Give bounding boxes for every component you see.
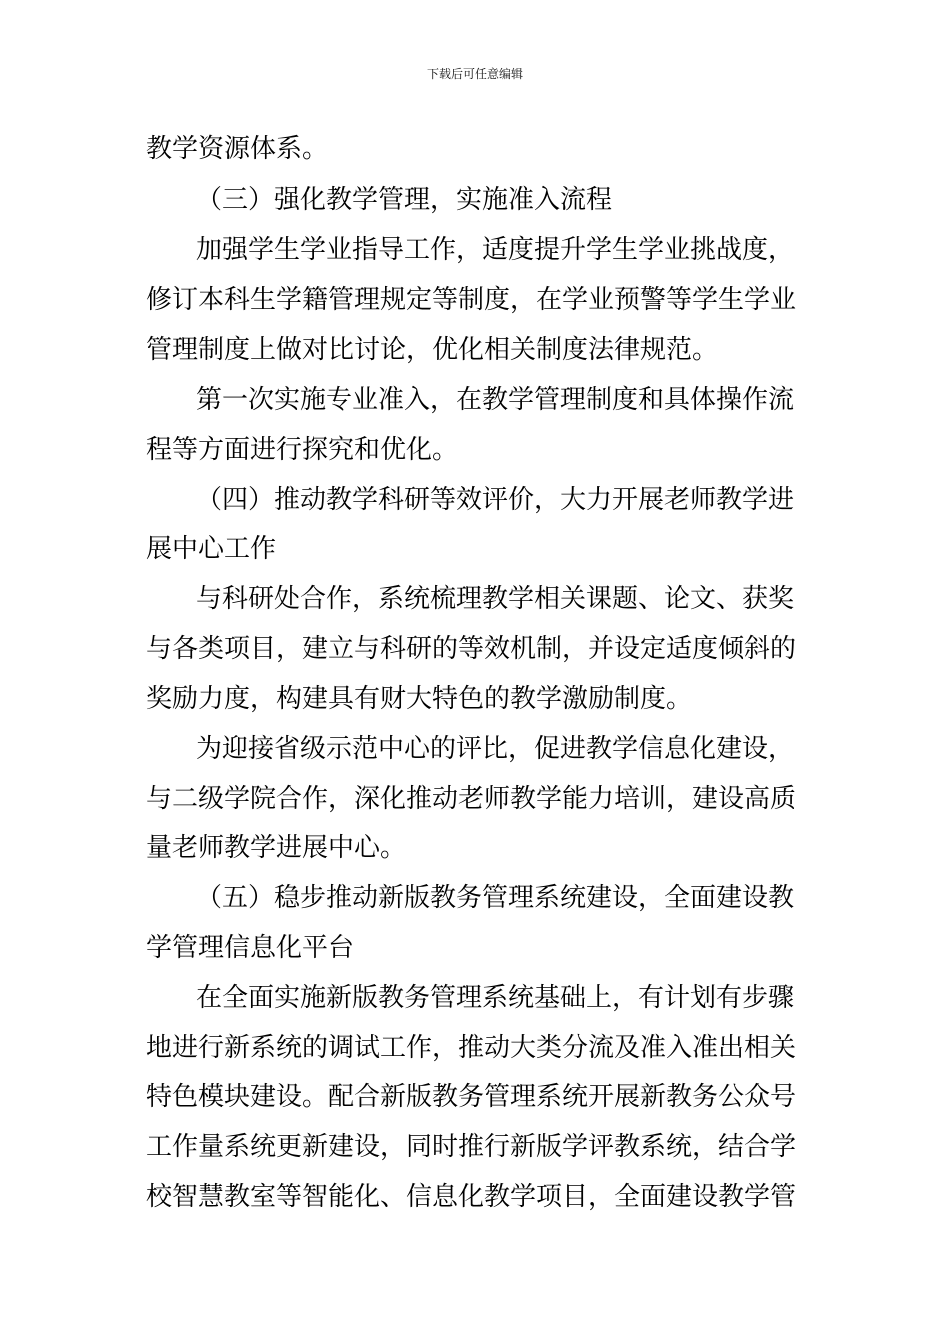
section-heading-5: （五）稳步推动新版教务管理系统建设，全面建设教 bbox=[196, 883, 795, 913]
paragraph-line: 校智慧教室等智能化、信息化教学项目，全面建设教学管 bbox=[146, 1182, 797, 1212]
paragraph-line: 在全面实施新版教务管理系统基础上，有计划有步骤 bbox=[196, 983, 795, 1013]
paragraph-line: 量老师教学进展中心。 bbox=[146, 833, 407, 863]
paragraph-line: 加强学生学业指导工作，适度提升学生学业挑战度， bbox=[196, 235, 795, 265]
paragraph-line: 工作量系统更新建设，同时推行新版学评教系统，结合学 bbox=[146, 1132, 797, 1162]
paragraph-line: 第一次实施专业准入，在教学管理制度和具体操作流 bbox=[196, 385, 795, 415]
paragraph-line: 修订本科生学籍管理规定等制度，在学业预警等学生学业 bbox=[146, 285, 797, 315]
paragraph-line: 为迎接省级示范中心的评比，促进教学信息化建设， bbox=[196, 734, 795, 764]
paragraph-line: 奖励力度，构建具有财大特色的教学激励制度。 bbox=[146, 684, 693, 714]
section-heading-4-cont: 展中心工作 bbox=[146, 534, 277, 564]
paragraph-line: 与科研处合作，系统梳理教学相关课题、论文、获奖 bbox=[196, 584, 795, 614]
paragraph-line: 管理制度上做对比讨论，优化相关制度法律规范。 bbox=[146, 335, 719, 365]
paragraph-line: 教学资源体系。 bbox=[146, 134, 329, 164]
paragraph-line: 特色模块建设。配合新版教务管理系统开展新教务公众号 bbox=[146, 1082, 797, 1112]
section-heading-4: （四）推动教学科研等效评价，大力开展老师教学进 bbox=[196, 485, 795, 515]
paragraph-line: 程等方面进行探究和优化。 bbox=[146, 435, 459, 465]
paragraph-line: 与各类项目，建立与科研的等效机制，并设定适度倾斜的 bbox=[146, 634, 797, 664]
section-heading-5-cont: 学管理信息化平台 bbox=[146, 933, 355, 963]
section-heading-3: （三）强化教学管理，实施准入流程 bbox=[196, 185, 613, 215]
page-header: 下载后可任意编辑 bbox=[426, 67, 523, 81]
paragraph-line: 地进行新系统的调试工作，推动大类分流及准入准出相关 bbox=[146, 1033, 797, 1063]
paragraph-line: 与二级学院合作，深化推动老师教学能力培训，建设高质 bbox=[146, 784, 797, 814]
